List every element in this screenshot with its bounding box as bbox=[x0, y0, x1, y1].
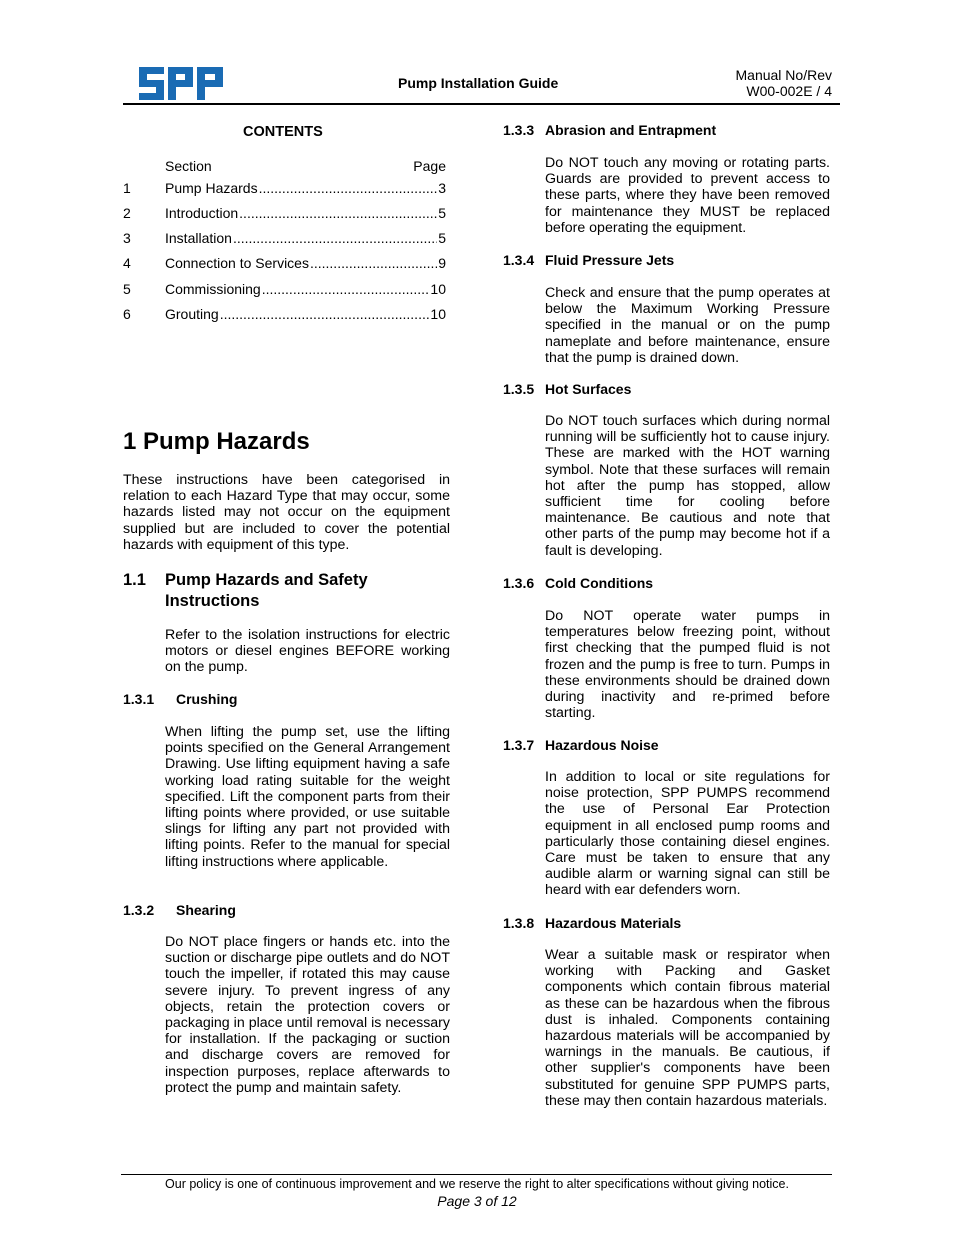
chapter-heading: 1 Pump Hazards bbox=[123, 428, 310, 455]
toc-page-label: Page bbox=[413, 158, 446, 174]
subsection-body: In addition to local or site regulations for noise protection, SPP PUMPS recommend the use of Personal Ear Protection equipment in all enclosed pump rooms and particularly those containing diesel engines. Care must be taken to ensure that any audible alarm or warning signal can still be heard with ear defenders worn. bbox=[545, 769, 830, 899]
toc-page: 5 bbox=[438, 230, 446, 246]
subsection-body: Do NOT operate water pumps in temperatures below freezing point, without first checking that the pumped fluid is not frozen and the pump is free to turn. Pumps in these environments should be drained down during inactivity and re-primed before starting. bbox=[545, 608, 830, 722]
subsection-heading: Crushing bbox=[176, 691, 238, 707]
subsection-number: 1.3.8 bbox=[503, 915, 535, 931]
subsection-heading: Shearing bbox=[176, 902, 236, 918]
chapter-intro: These instructions have been categorised in relation to each Hazard Type that may occur, some hazards listed may not occur on the equipment supplied but are included to cover the potential hazards with equipment of this type. bbox=[123, 472, 450, 553]
toc-row[interactable] bbox=[123, 281, 446, 299]
toc-label: Pump Hazards bbox=[165, 180, 258, 196]
toc-number: 1 bbox=[123, 180, 131, 196]
subsection-number: 1.3.6 bbox=[503, 575, 535, 591]
subsection-body: When lifting the pump set, use the lifting points specified on the General Arrangement Drawing. Use lifting equipment having a safe working load rating suitable for the weight specified. Lift the component parts from their lifting points where provided, or use suitable slings for lifting any part not provided with lifting points. Refer to the manual for special lifting instructions where applicable. bbox=[165, 724, 450, 870]
toc-page: 10 bbox=[430, 306, 446, 322]
manual-number: W00-002E / 4 bbox=[746, 83, 832, 99]
section-heading: Pump Hazards and Safety Instructions bbox=[165, 571, 368, 610]
subsection-heading: Hazardous Noise bbox=[545, 737, 659, 753]
toc-label: Installation bbox=[165, 230, 232, 246]
toc-number: 3 bbox=[123, 230, 131, 246]
subsection-body: Wear a suitable mask or respirator when working with Packing and Gasket components which contain fibrous material as these can be hazardous when the fibrous dust is inhaled. Components containing hazardous materials will be accompanied by warnings in the manuals. Be cautious, if other supplier's components have been substituted for genuine SPP PUMPS parts, these may then contain hazardous materials. bbox=[545, 947, 830, 1109]
toc-header bbox=[165, 158, 446, 174]
toc-row[interactable] bbox=[123, 180, 446, 198]
toc-row[interactable] bbox=[123, 205, 446, 223]
toc-page: 5 bbox=[438, 205, 446, 221]
toc-label: Grouting bbox=[165, 306, 219, 322]
toc-number: 5 bbox=[123, 281, 131, 297]
subsection-heading: Fluid Pressure Jets bbox=[545, 252, 675, 268]
subsection-number: 1.3.2 bbox=[123, 902, 155, 918]
subsection-number: 1.3.4 bbox=[503, 252, 535, 268]
subsection-number: 1.3.3 bbox=[503, 122, 535, 138]
subsection-heading: Abrasion and Entrapment bbox=[545, 122, 717, 138]
subsection-heading: Cold Conditions bbox=[545, 575, 654, 591]
toc-row[interactable] bbox=[123, 255, 446, 273]
footer-policy: Our policy is one of continuous improvement and we reserve the right to alter specifications without giving notice. bbox=[165, 1177, 789, 1191]
toc-page: 9 bbox=[438, 255, 446, 271]
subsection-body: Do NOT touch any moving or rotating parts. Guards are provided to prevent access to these parts, where they have been removed for maintenance they MUST be replaced before operating the equipment. bbox=[545, 155, 830, 236]
subsection-body: Check and ensure that the pump operates at below the Maximum Working Pressure specified in the manual or on the pump nameplate and before maintenance, ensure that the pump is drained down. bbox=[545, 285, 830, 366]
document-title: Pump Installation Guide bbox=[398, 75, 559, 91]
toc-label: Connection to Services bbox=[165, 255, 309, 271]
subsection-heading: Hazardous Materials bbox=[545, 915, 682, 931]
toc-page: 3 bbox=[438, 180, 446, 196]
subsection-body: Do NOT touch surfaces which during normal running will be sufficiently hot to cause injury. These are marked with the HOT warning symbol. Note that these surfaces will remain hot after the pump has stopped, allow sufficient time for cooling before maintenance. Be cautious and note that other parts of the pump may become hot if a fault is developing. bbox=[545, 413, 830, 559]
section-body: Refer to the isolation instructions for electric motors or diesel engines BEFORE working on the pump. bbox=[165, 627, 450, 676]
section-number: 1.1 bbox=[123, 571, 146, 589]
subsection-heading: Hot Surfaces bbox=[545, 381, 632, 397]
subsection-number: 1.3.7 bbox=[503, 737, 535, 753]
manual-label: Manual No/Rev bbox=[735, 67, 832, 83]
header-rule bbox=[123, 103, 840, 105]
toc-label: Introduction bbox=[165, 205, 239, 221]
spp-logo bbox=[139, 67, 223, 100]
subsection-number: 1.3.5 bbox=[503, 381, 535, 397]
toc-page: 10 bbox=[430, 281, 446, 297]
contents-title: CONTENTS bbox=[243, 124, 323, 140]
toc-number: 4 bbox=[123, 255, 131, 271]
subsection-body: Do NOT place fingers or hands etc. into the suction or discharge pipe outlets and do NOT touch the impeller, if rotated this may cause severe injury. To prevent ingress of any objects, retain the protection covers or packaging in place until removal is necessary for installation. If the packaging or suction and discharge covers are removed for inspection purposes, replace afterwards to protect the pump and maintain safety. bbox=[165, 934, 450, 1096]
toc-row[interactable] bbox=[123, 306, 446, 324]
page-number: Page 3 of 12 bbox=[437, 1193, 517, 1209]
toc-section-label: Section bbox=[165, 158, 212, 174]
toc-number: 6 bbox=[123, 306, 131, 322]
toc-number: 2 bbox=[123, 205, 131, 221]
toc-label: Commissioning bbox=[165, 281, 261, 297]
footer-rule bbox=[121, 1174, 832, 1175]
toc-row[interactable] bbox=[123, 230, 446, 248]
subsection-number: 1.3.1 bbox=[123, 691, 155, 707]
manual-number-block bbox=[700, 67, 832, 99]
